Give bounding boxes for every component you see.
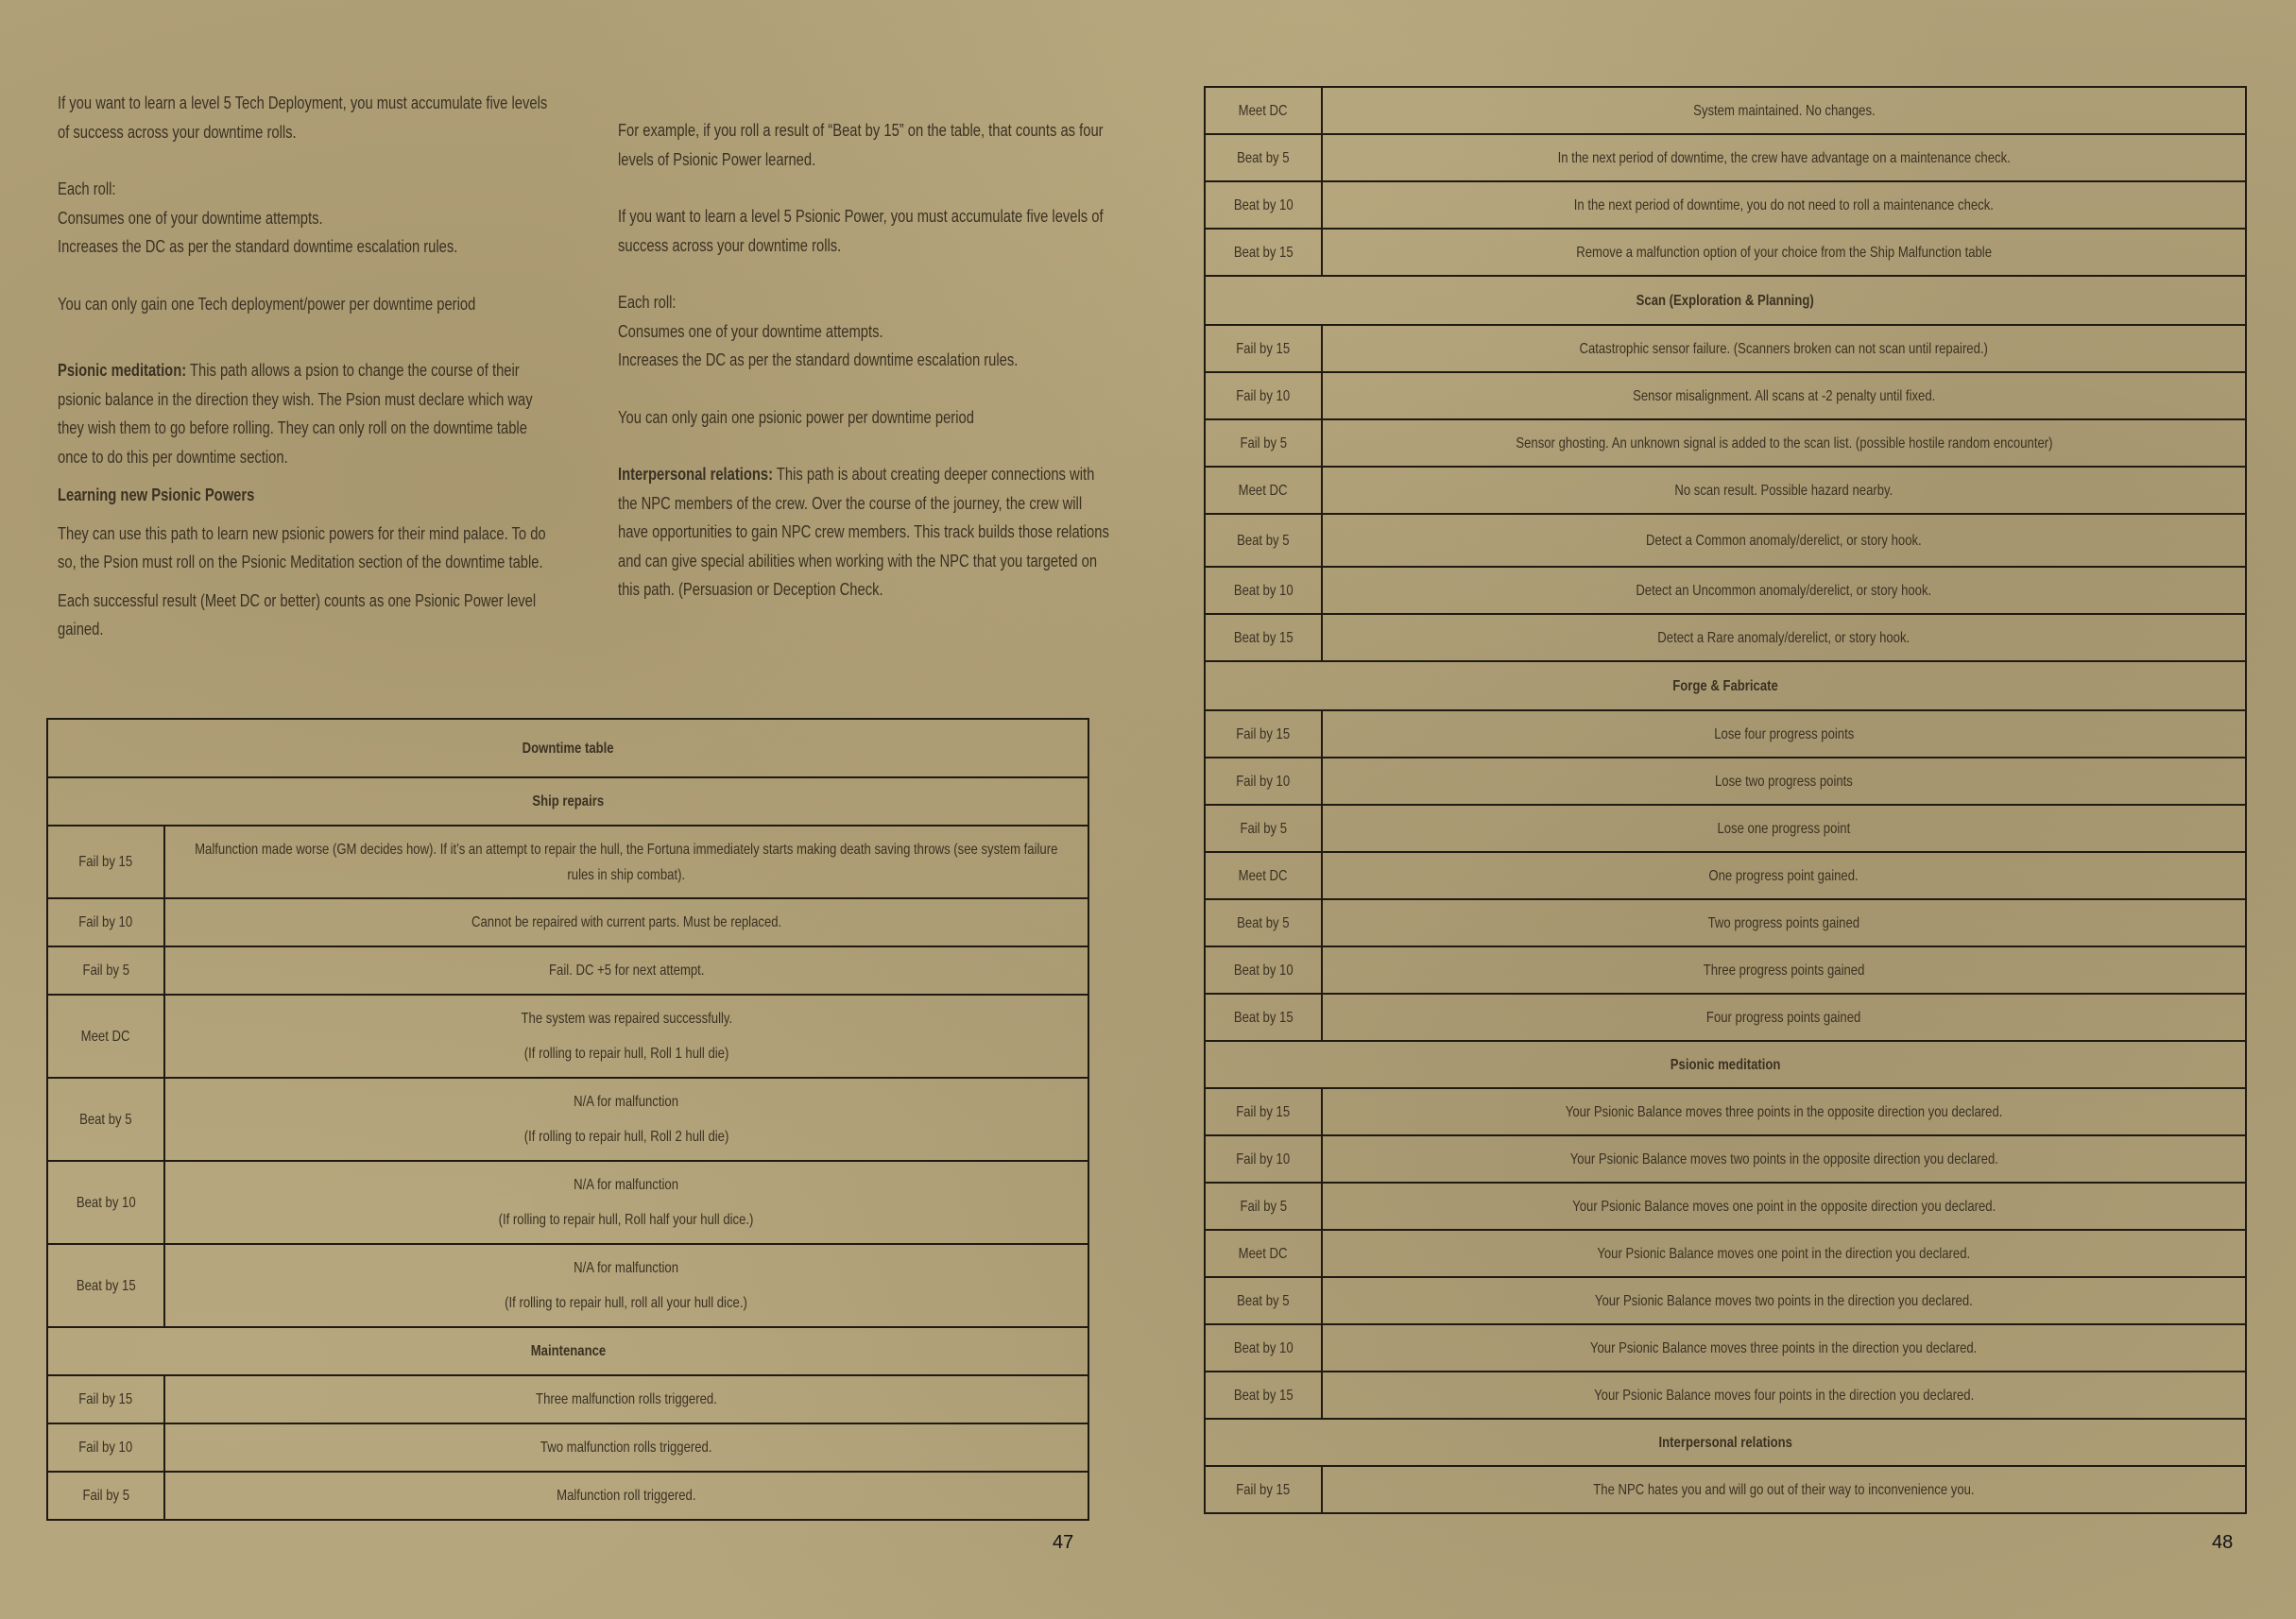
row-text: No scan result. Possible hazard nearby.	[1322, 467, 2246, 514]
paragraph-psionic-meditation	[58, 356, 554, 471]
table-row	[1205, 1230, 2246, 1277]
table-row	[1205, 1277, 2246, 1324]
row-label: Fail by 10	[1205, 1135, 1322, 1183]
section-psionic-meditation: Psionic meditation	[1205, 1041, 2246, 1088]
paragraph-tech-level5: If you want to learn a level 5 Tech Deployment, you must accumulate five levels of success across your downtime rolls.	[58, 94, 548, 142]
row-text: Your Psionic Balance moves three points in the opposite direction you declared.	[1322, 1088, 2246, 1135]
table-row	[1205, 614, 2246, 661]
paragraph-psionic-level5: If you want to learn a level 5 Psionic Power, you must accumulate five levels of success across your downtime rolls.	[618, 207, 1104, 255]
row-text: Malfunction made worse (GM decides how). If it's an attempt to repair the hull, the Fortuna immediately starts making death saving throws (see system failure rules in ship combat).	[164, 826, 1088, 898]
row-text: Lose one progress point	[1322, 805, 2246, 852]
row-label: Fail by 10	[1205, 372, 1322, 419]
table-row	[47, 1244, 1088, 1327]
table-row	[47, 1472, 1088, 1520]
row-label: Meet DC	[47, 995, 164, 1078]
psionic-meditation-text: This path allows a psion to change the course of their psionic balance in the direction they wish. The Psion must declare which way they wish them to go before rolling. They can only roll on the downtime table once to do this per downtime section.	[58, 361, 533, 467]
row-text: Remove a malfunction option of your choice from the Ship Malfunction table	[1322, 229, 2246, 276]
row-text: Your Psionic Balance moves one point in the direction you declared.	[1322, 1230, 2246, 1277]
row-text: N/A for malfunction (If rolling to repair hull, Roll half your hull dice.)	[164, 1161, 1088, 1244]
section-scan: Scan (Exploration & Planning)	[1205, 276, 2246, 325]
table-row	[1205, 514, 2246, 567]
table-row	[1205, 181, 2246, 229]
each-roll-block	[58, 175, 554, 262]
row-text: Four progress points gained	[1322, 994, 2246, 1041]
row-text: Sensor ghosting. An unknown signal is added to the scan list. (possible hostile random encounter)	[1322, 419, 2246, 467]
table-row	[1205, 994, 2246, 1041]
downtime-table-title: Downtime table	[47, 719, 1088, 777]
row-text: Malfunction roll triggered.	[164, 1472, 1088, 1520]
row-label: Beat by 15	[1205, 614, 1322, 661]
table-row	[1205, 134, 2246, 181]
table-row	[1205, 1466, 2246, 1513]
row-text: One progress point gained.	[1322, 852, 2246, 899]
row-label: Fail by 10	[47, 1423, 164, 1472]
row-text: Sensor misalignment. All scans at -2 penalty until fixed.	[1322, 372, 2246, 419]
paragraph-gain-tech: You can only gain one Tech deployment/power per downtime period	[58, 294, 476, 314]
table-row	[47, 898, 1088, 946]
row-label: Meet DC	[1205, 1230, 1322, 1277]
row-label: Meet DC	[1205, 87, 1322, 134]
table-row	[1205, 805, 2246, 852]
table-row	[1205, 946, 2246, 994]
each-roll-line1-2: Consumes one of your downtime attempts.	[618, 321, 883, 341]
table-row	[1205, 467, 2246, 514]
row-text: N/A for malfunction (If rolling to repair hull, Roll 2 hull die)	[164, 1078, 1088, 1161]
row-label: Beat by 15	[1205, 229, 1322, 276]
row-text: Detect a Common anomaly/derelict, or story hook.	[1322, 514, 2246, 567]
section-ship-repairs: Ship repairs	[47, 777, 1088, 826]
row-text: The NPC hates you and will go out of their way to inconvenience you.	[1322, 1466, 2246, 1513]
row-text: In the next period of downtime, you do not need to roll a maintenance check.	[1322, 181, 2246, 229]
row-label: Fail by 5	[1205, 805, 1322, 852]
table-row	[1205, 372, 2246, 419]
row-text: Detect an Uncommon anomaly/derelict, or story hook.	[1322, 567, 2246, 614]
left-column-1	[58, 89, 554, 654]
paragraph-example: For example, if you roll a result of “Beat by 15” on the table, that counts as four levels of Psionic Power learned.	[618, 121, 1104, 169]
row-label: Fail by 15	[47, 1375, 164, 1423]
row-label: Fail by 5	[47, 946, 164, 995]
table-row	[47, 946, 1088, 995]
learning-heading	[58, 481, 554, 510]
section-forge: Forge & Fabricate	[1205, 661, 2246, 710]
psionic-meditation-label: Psionic meditation:	[58, 361, 187, 380]
row-text: Your Psionic Balance moves one point in the opposite direction you declared.	[1322, 1183, 2246, 1230]
table-row	[1205, 1324, 2246, 1372]
row-text: Lose four progress points	[1322, 710, 2246, 758]
row-label: Beat by 5	[47, 1078, 164, 1161]
table-row	[47, 1161, 1088, 1244]
table-row	[1205, 1372, 2246, 1419]
downtime-table-continued	[1204, 86, 2247, 1514]
table-row	[1205, 419, 2246, 467]
each-roll-line2-2: Increases the DC as per the standard downtime escalation rules.	[618, 350, 1019, 369]
table-row	[1205, 710, 2246, 758]
row-text: Three malfunction rolls triggered.	[164, 1375, 1088, 1423]
table-row	[1205, 852, 2246, 899]
page-number-right: 48	[2212, 1532, 2234, 1553]
table-row	[1205, 325, 2246, 372]
row-label: Beat by 10	[1205, 567, 1322, 614]
table-row	[47, 1423, 1088, 1472]
section-maintenance: Maintenance	[47, 1327, 1088, 1375]
table-row	[47, 1078, 1088, 1161]
section-interpersonal: Interpersonal relations	[1205, 1419, 2246, 1466]
row-text: Fail. DC +5 for next attempt.	[164, 946, 1088, 995]
row-text: In the next period of downtime, the crew have advantage on a maintenance check.	[1322, 134, 2246, 181]
paragraph-gain-psionic: You can only gain one psionic power per downtime period	[618, 407, 974, 427]
row-label: Beat by 5	[1205, 1277, 1322, 1324]
table-row	[1205, 1183, 2246, 1230]
table-row	[47, 826, 1088, 898]
row-label: Fail by 5	[47, 1472, 164, 1520]
each-roll-line1: Consumes one of your downtime attempts.	[58, 208, 323, 228]
table-row	[1205, 567, 2246, 614]
table-row	[1205, 229, 2246, 276]
each-roll-block-2	[618, 288, 1114, 375]
table-row	[1205, 1088, 2246, 1135]
each-roll-line2: Increases the DC as per the standard downtime escalation rules.	[58, 237, 458, 256]
row-label: Beat by 10	[1205, 1324, 1322, 1372]
row-label: Fail by 15	[47, 826, 164, 898]
row-text: System maintained. No changes.	[1322, 87, 2246, 134]
row-label: Beat by 5	[1205, 514, 1322, 567]
row-label: Meet DC	[1205, 467, 1322, 514]
learning-heading-text: Learning new Psionic Powers	[58, 486, 255, 504]
row-label: Beat by 15	[1205, 994, 1322, 1041]
row-label: Fail by 10	[47, 898, 164, 946]
row-text: Your Psionic Balance moves four points in the direction you declared.	[1322, 1372, 2246, 1419]
row-text: N/A for malfunction (If rolling to repair hull, roll all your hull dice.)	[164, 1244, 1088, 1327]
paragraph-each-success: Each successful result (Meet DC or better) counts as one Psionic Power level gained.	[58, 590, 537, 639]
table-row	[1205, 87, 2246, 134]
each-roll-heading: Each roll:	[58, 179, 116, 198]
paragraph-interpersonal	[618, 460, 1114, 605]
row-label: Fail by 15	[1205, 1466, 1322, 1513]
row-text: Your Psionic Balance moves two points in the opposite direction you declared.	[1322, 1135, 2246, 1183]
row-text: Lose two progress points	[1322, 758, 2246, 805]
row-label: Fail by 5	[1205, 419, 1322, 467]
table-row	[1205, 1135, 2246, 1183]
downtime-table	[46, 718, 1089, 1521]
row-label: Meet DC	[1205, 852, 1322, 899]
row-label: Fail by 15	[1205, 325, 1322, 372]
left-column-2	[618, 116, 1114, 614]
row-label: Beat by 10	[47, 1161, 164, 1244]
each-roll-heading-2: Each roll:	[618, 293, 677, 312]
row-label: Beat by 15	[1205, 1372, 1322, 1419]
paragraph-learning: They can use this path to learn new psionic powers for their mind palace. To do so, the Psion must roll on the Psionic Meditation section of the downtime table.	[58, 523, 546, 571]
row-text: Three progress points gained	[1322, 946, 2246, 994]
row-text: Cannot be repaired with current parts. Must be replaced.	[164, 898, 1088, 946]
table-row	[47, 995, 1088, 1078]
table-row	[47, 1375, 1088, 1423]
row-text: Catastrophic sensor failure. (Scanners broken can not scan until repaired.)	[1322, 325, 2246, 372]
row-label: Fail by 15	[1205, 710, 1322, 758]
row-text: Your Psionic Balance moves two points in the direction you declared.	[1322, 1277, 2246, 1324]
row-label: Beat by 5	[1205, 899, 1322, 946]
row-label: Beat by 10	[1205, 181, 1322, 229]
interpersonal-text: This path is about creating deeper connections with the NPC members of the crew. Over the course of the journey, the crew will have opportunities to gain NPC crew members. This track builds those relations and can give special abilities when working with the NPC that you targeted on this path. (Persuasion or Deception Check.	[618, 465, 1109, 599]
row-text: The system was repaired successfully. (If rolling to repair hull, Roll 1 hull die)	[164, 995, 1088, 1078]
row-text: Two malfunction rolls triggered.	[164, 1423, 1088, 1472]
row-label: Beat by 10	[1205, 946, 1322, 994]
row-text: Detect a Rare anomaly/derelict, or story hook.	[1322, 614, 2246, 661]
interpersonal-label: Interpersonal relations:	[618, 465, 774, 484]
row-label: Fail by 10	[1205, 758, 1322, 805]
table-row	[1205, 899, 2246, 946]
row-label: Beat by 15	[47, 1244, 164, 1327]
row-text: Two progress points gained	[1322, 899, 2246, 946]
row-label: Beat by 5	[1205, 134, 1322, 181]
page-number-left: 47	[1053, 1532, 1074, 1553]
row-label: Fail by 15	[1205, 1088, 1322, 1135]
table-row	[1205, 758, 2246, 805]
row-label: Fail by 5	[1205, 1183, 1322, 1230]
row-text: Your Psionic Balance moves three points in the direction you declared.	[1322, 1324, 2246, 1372]
